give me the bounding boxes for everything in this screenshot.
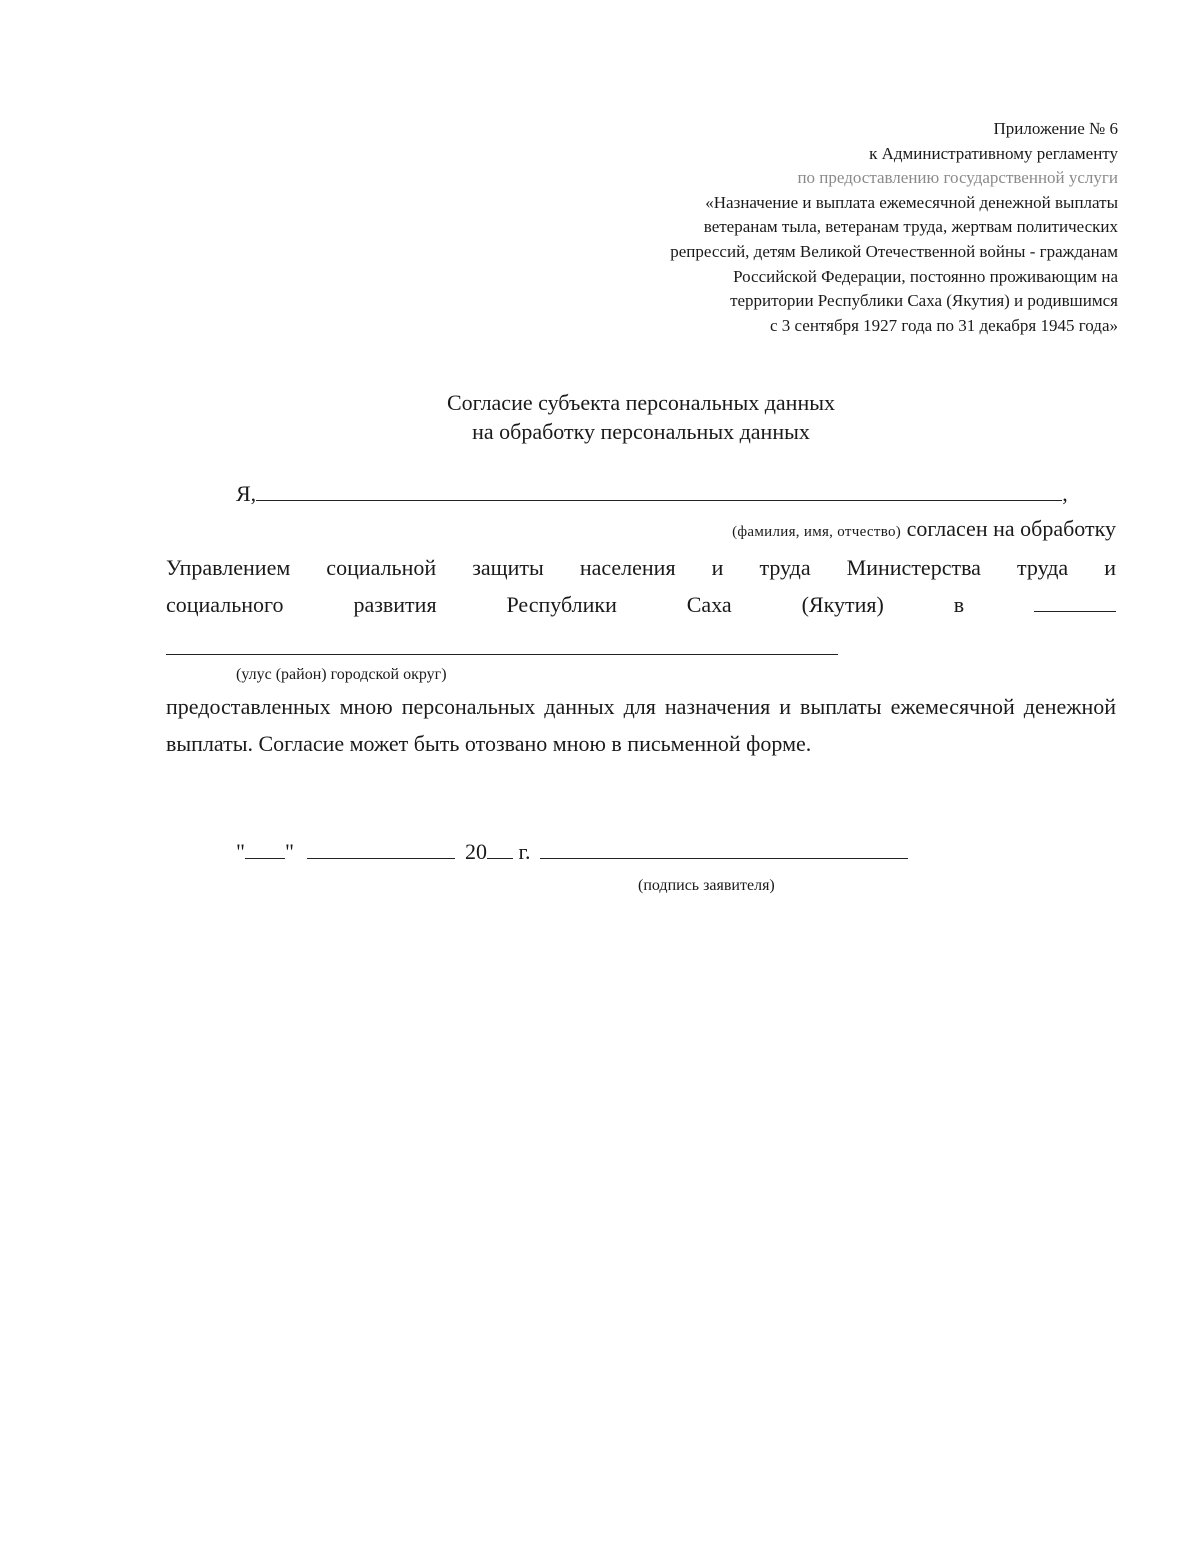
applicant-prefix: Я, [236,481,257,506]
consent-body: предоставленных мною персональных данных для назначения и выплаты ежемесячной денежной выплаты. Согласие может быть отозвано мною в письменной форме. [166,694,1116,756]
authority-line-2-text: социального развития Республики Саха (Якутия) в [166,592,965,617]
signature-field[interactable] [540,838,908,859]
appendix-header [498,117,1118,338]
authority-line-2 [166,586,1116,623]
appendix-line: «Назначение и выплата ежемесячной денежной выплаты [705,192,1118,212]
appendix-line: по предоставлению государственной услуги [797,168,1118,188]
applicant-line [236,478,1068,509]
date-signature-row [236,837,908,867]
title-line-2: на обработку персональных данных [472,419,810,444]
year-field[interactable] [487,838,513,859]
appendix-line: к Административному регламенту [869,143,1118,163]
consent-text: согласен на обработку [906,516,1116,541]
signature-caption: (подпись заявителя) [638,877,775,894]
day-field[interactable] [245,838,285,859]
authority-line-1: Управлением социальной защиты населения и труда Министерства труда и [166,555,1116,580]
month-field[interactable] [307,838,455,859]
appendix-line: Приложение № 6 [993,119,1118,138]
year-suffix: г. [518,839,531,864]
fio-row [732,514,1116,547]
applicant-suffix: , [1062,481,1068,506]
district-field-short[interactable] [1034,591,1116,612]
fio-caption: (фамилия, имя, отчество) [732,524,902,540]
appendix-line: репрессий, детям Великой Отечественной войны - гражданам [670,241,1118,261]
appendix-line: территории Республики Саха (Якутия) и родившимся [730,291,1118,311]
year-prefix: 20 [464,839,487,864]
appendix-line: ветеранам тыла, ветеранам труда, жертвам политических [703,217,1118,237]
applicant-name-field[interactable] [256,478,1062,501]
open-quote: " [236,839,245,864]
district-field[interactable] [166,654,838,655]
district-caption: (улус (район) городской округ) [236,666,447,683]
close-quote: " [284,839,294,864]
appendix-line: с 3 сентября 1927 года по 31 декабря 1945 года» [769,315,1118,335]
document-title [0,388,1200,446]
title-line-1: Согласие субъекта персональных данных [446,390,836,415]
appendix-line: Российской Федерации, постоянно проживающим на [733,266,1118,286]
